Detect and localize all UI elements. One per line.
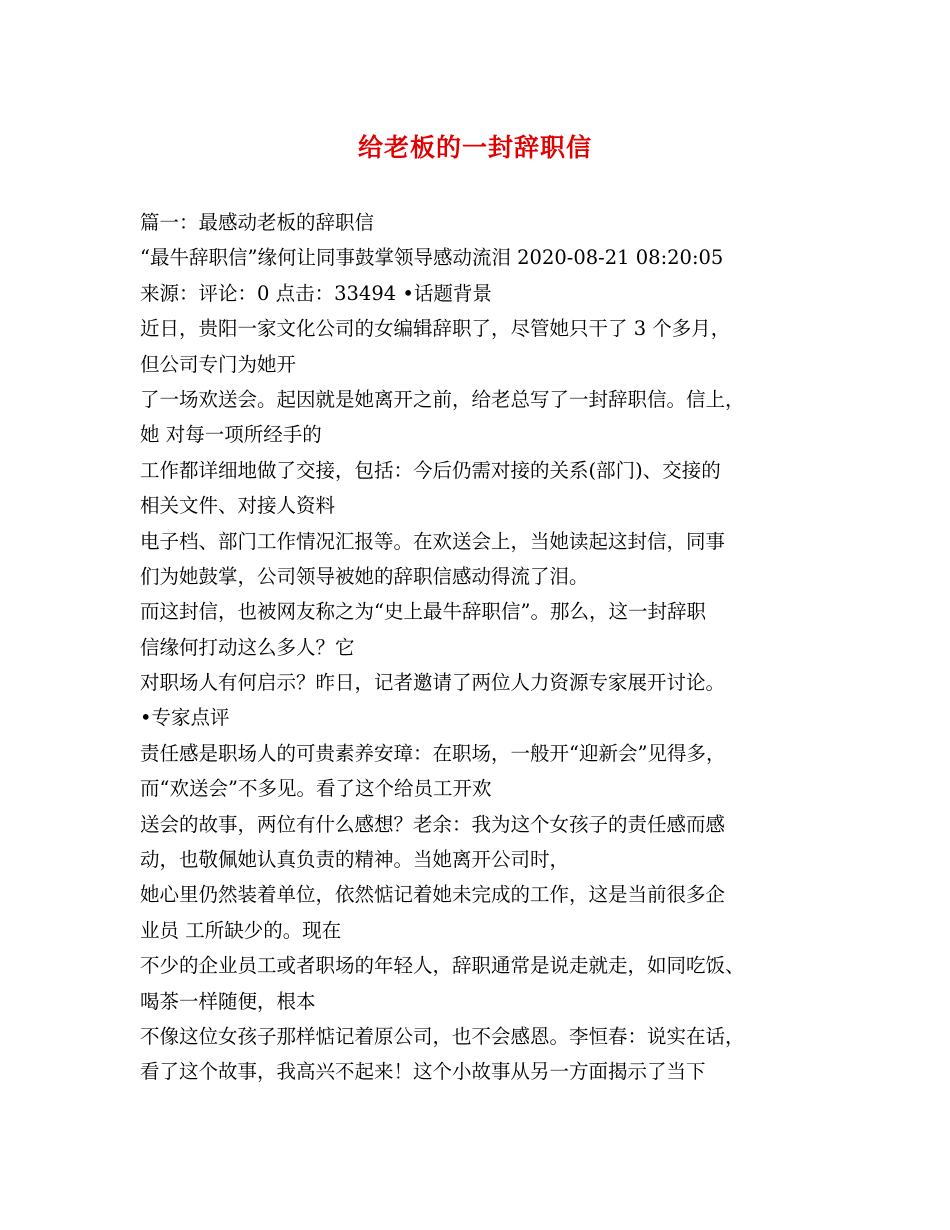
text-line: 工作都详细地做了交接，包括：今后仍需对接的关系(部门)、交接的: [140, 458, 721, 482]
text-line: 了一场欢送会。起因就是她离开之前，给老总写了一封辞职信。信上，: [140, 387, 745, 411]
document-title: 给老板的一封辞职信: [357, 133, 592, 162]
text-line: 来源：评论：0 点击：33494 •话题背景: [140, 281, 492, 305]
text-line: 送会的故事，两位有什么感想？老余：我为这个女孩子的责任感而感: [140, 812, 726, 836]
text-line: 但公司专门为她开: [140, 352, 297, 376]
text-line: 看了这个故事，我高兴不起来！这个小故事从另一方面揭示了当下: [140, 1060, 706, 1084]
text-line: 而这封信，也被网友称之为“史上最牛辞职信”。那么，这一封辞职: [140, 600, 706, 624]
text-line: 而“欢送会”不多见。看了这个给员工开欢: [140, 777, 492, 801]
text-line: •专家点评: [140, 706, 230, 730]
text-line: 电子档、部门工作情况汇报等。在欢送会上，当她读起这封信，同事: [140, 529, 726, 553]
text-line: 近日，贵阳一家文化公司的女编辑辞职了，尽管她只干了 3 个多月，: [140, 317, 731, 341]
text-line: 喝茶一样随便，根本: [140, 989, 316, 1013]
text-line: 动，也敬佩她认真负责的精神。当她离开公司时，: [140, 848, 570, 872]
text-line: 对职场人有何启示？昨日，记者邀请了两位人力资源专家展开讨论。: [140, 671, 726, 695]
text-line: 不少的企业员工或者职场的年轻人，辞职通常是说走就走，如同吃饭、: [140, 954, 745, 978]
text-line: 篇一：最感动老板的辞职信: [140, 211, 375, 234]
text-line: 相关文件、对接人资料: [140, 494, 336, 518]
text-line: “最牛辞职信”缘何让同事鼓掌领导感动流泪 2020-08-21 08:20:05: [140, 246, 724, 270]
text-line: 不像这位女孩子那样惦记着原公司，也不会感恩。李恒春：说实在话，: [140, 1024, 745, 1048]
text-line: 们为她鼓掌，公司领导被她的辞职信感动得流了泪。: [140, 564, 589, 588]
text-line: 她 对每一项所经手的: [140, 423, 322, 447]
text-line: 业员 工所缺少的。现在: [140, 918, 342, 942]
document-body: [140, 205, 830, 1090]
text-line: 信缘何打动这么多人？它: [140, 635, 355, 659]
text-line: 责任感是职场人的可贵素养安璋：在职场，一般开“迎新会”见得多，: [140, 741, 726, 765]
text-line: 她心里仍然装着单位，依然惦记着她未完成的工作，这是当前很多企: [140, 883, 726, 907]
